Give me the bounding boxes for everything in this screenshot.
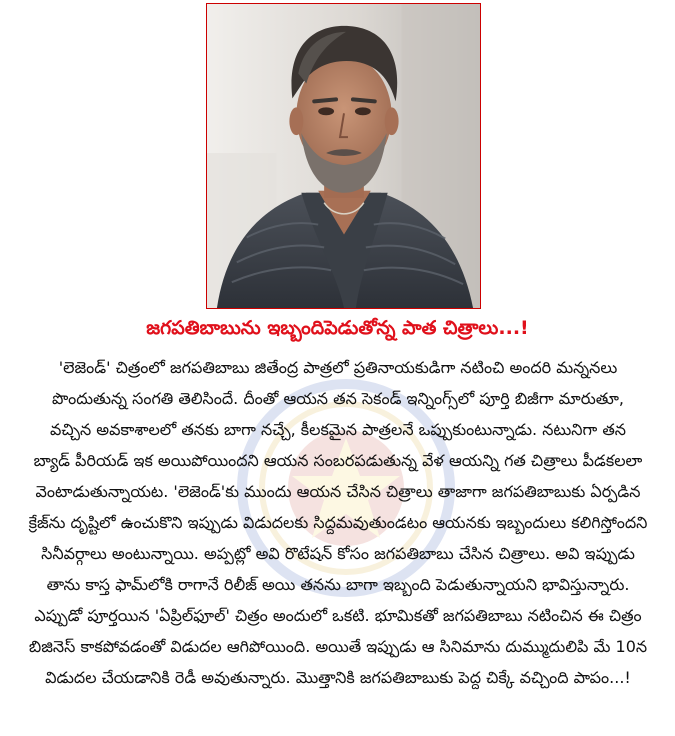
article-line: విడుదల చేయడానికి రెడీ అవుతున్నారు. మొత్తానికి జగపతిబాబుకు పెద్ద చిక్కే వచ్చింది పాపం...!	[45, 668, 631, 687]
actor-photo-illustration	[207, 4, 480, 308]
article-line: వెంటాడుతున్నాయట. 'లెజెండ్'కు ముందు ఆయన చేసిన చిత్రాలు తాజాగా జగపతిబాబుకు ఏర్పడిన	[35, 482, 641, 501]
article-line: బిజినెస్ కాకపోవడంతో విడుదల ఆగిపోయింది. అయితే ఇప్పుడు ఆ సినిమాను దుమ్ముదులిపి మే 10న	[28, 637, 648, 656]
article-line: తాను కాస్త ఫామ్‌లోకి రాగానే రిలీజ్ అయి తనను బాగా ఇబ్బంది పెడుతున్నాయని భావిస్తున్నారు.	[46, 575, 630, 594]
article-line: వచ్చిన అవకాశాలలో తనకు బాగా నచ్చే, కీలకమైన పాత్రలనే ఒప్పుకుంటున్నాడు. నటునిగా తన	[49, 420, 627, 439]
actor-photo	[206, 3, 481, 309]
article-line: క్రేజ్‌ను దృష్టిలో ఉంచుకొని ఇప్పుడు విడుదలకు సిద్దమవుతుండటం ఆయనకు ఇబ్బందులు కలిగిస్తోందని	[28, 513, 648, 532]
article-line: 'లెజెండ్' చిత్రంలో జగపతిబాబు జితేంద్ర పాత్రలో ప్రతినాయకుడిగా నటించి అందరి మన్ననలు	[58, 358, 618, 377]
article-line: పొందుతున్న సంగతి తెలిసిందే. దీంతో ఆయన తన సెకండ్ ఇన్నింగ్స్‌లో పూర్తి బిజీగా మారుతూ,	[51, 389, 624, 408]
article-headline: జగపతిబాబును ఇబ్బందిపెడుతోన్న పాత చిత్రాలు...!	[146, 317, 529, 339]
article-body	[14, 352, 662, 693]
article-line: బ్యాడ్ పీరియడ్ ఇక అయిపోయిందని ఆయన సంబరపడుతున్న వేళ ఆయన్ని గత చిత్రాలు పీడకలలా	[33, 451, 643, 470]
article-line: ఎప్పుడో పూర్తయిన 'ఏప్రిల్‌ఫూల్' చిత్రం అందులో ఒకటి. భూమికతో జగపతిబాబు నటించిన ఈ చిత్రం	[34, 606, 642, 625]
article-line: సినీవర్గాలు అంటున్నాయి. అప్పట్లో అవి రొటేషన్ కోసం జగపతిబాబు చేసిన చిత్రాలు. అవి ఇప్పుడు	[41, 544, 635, 563]
